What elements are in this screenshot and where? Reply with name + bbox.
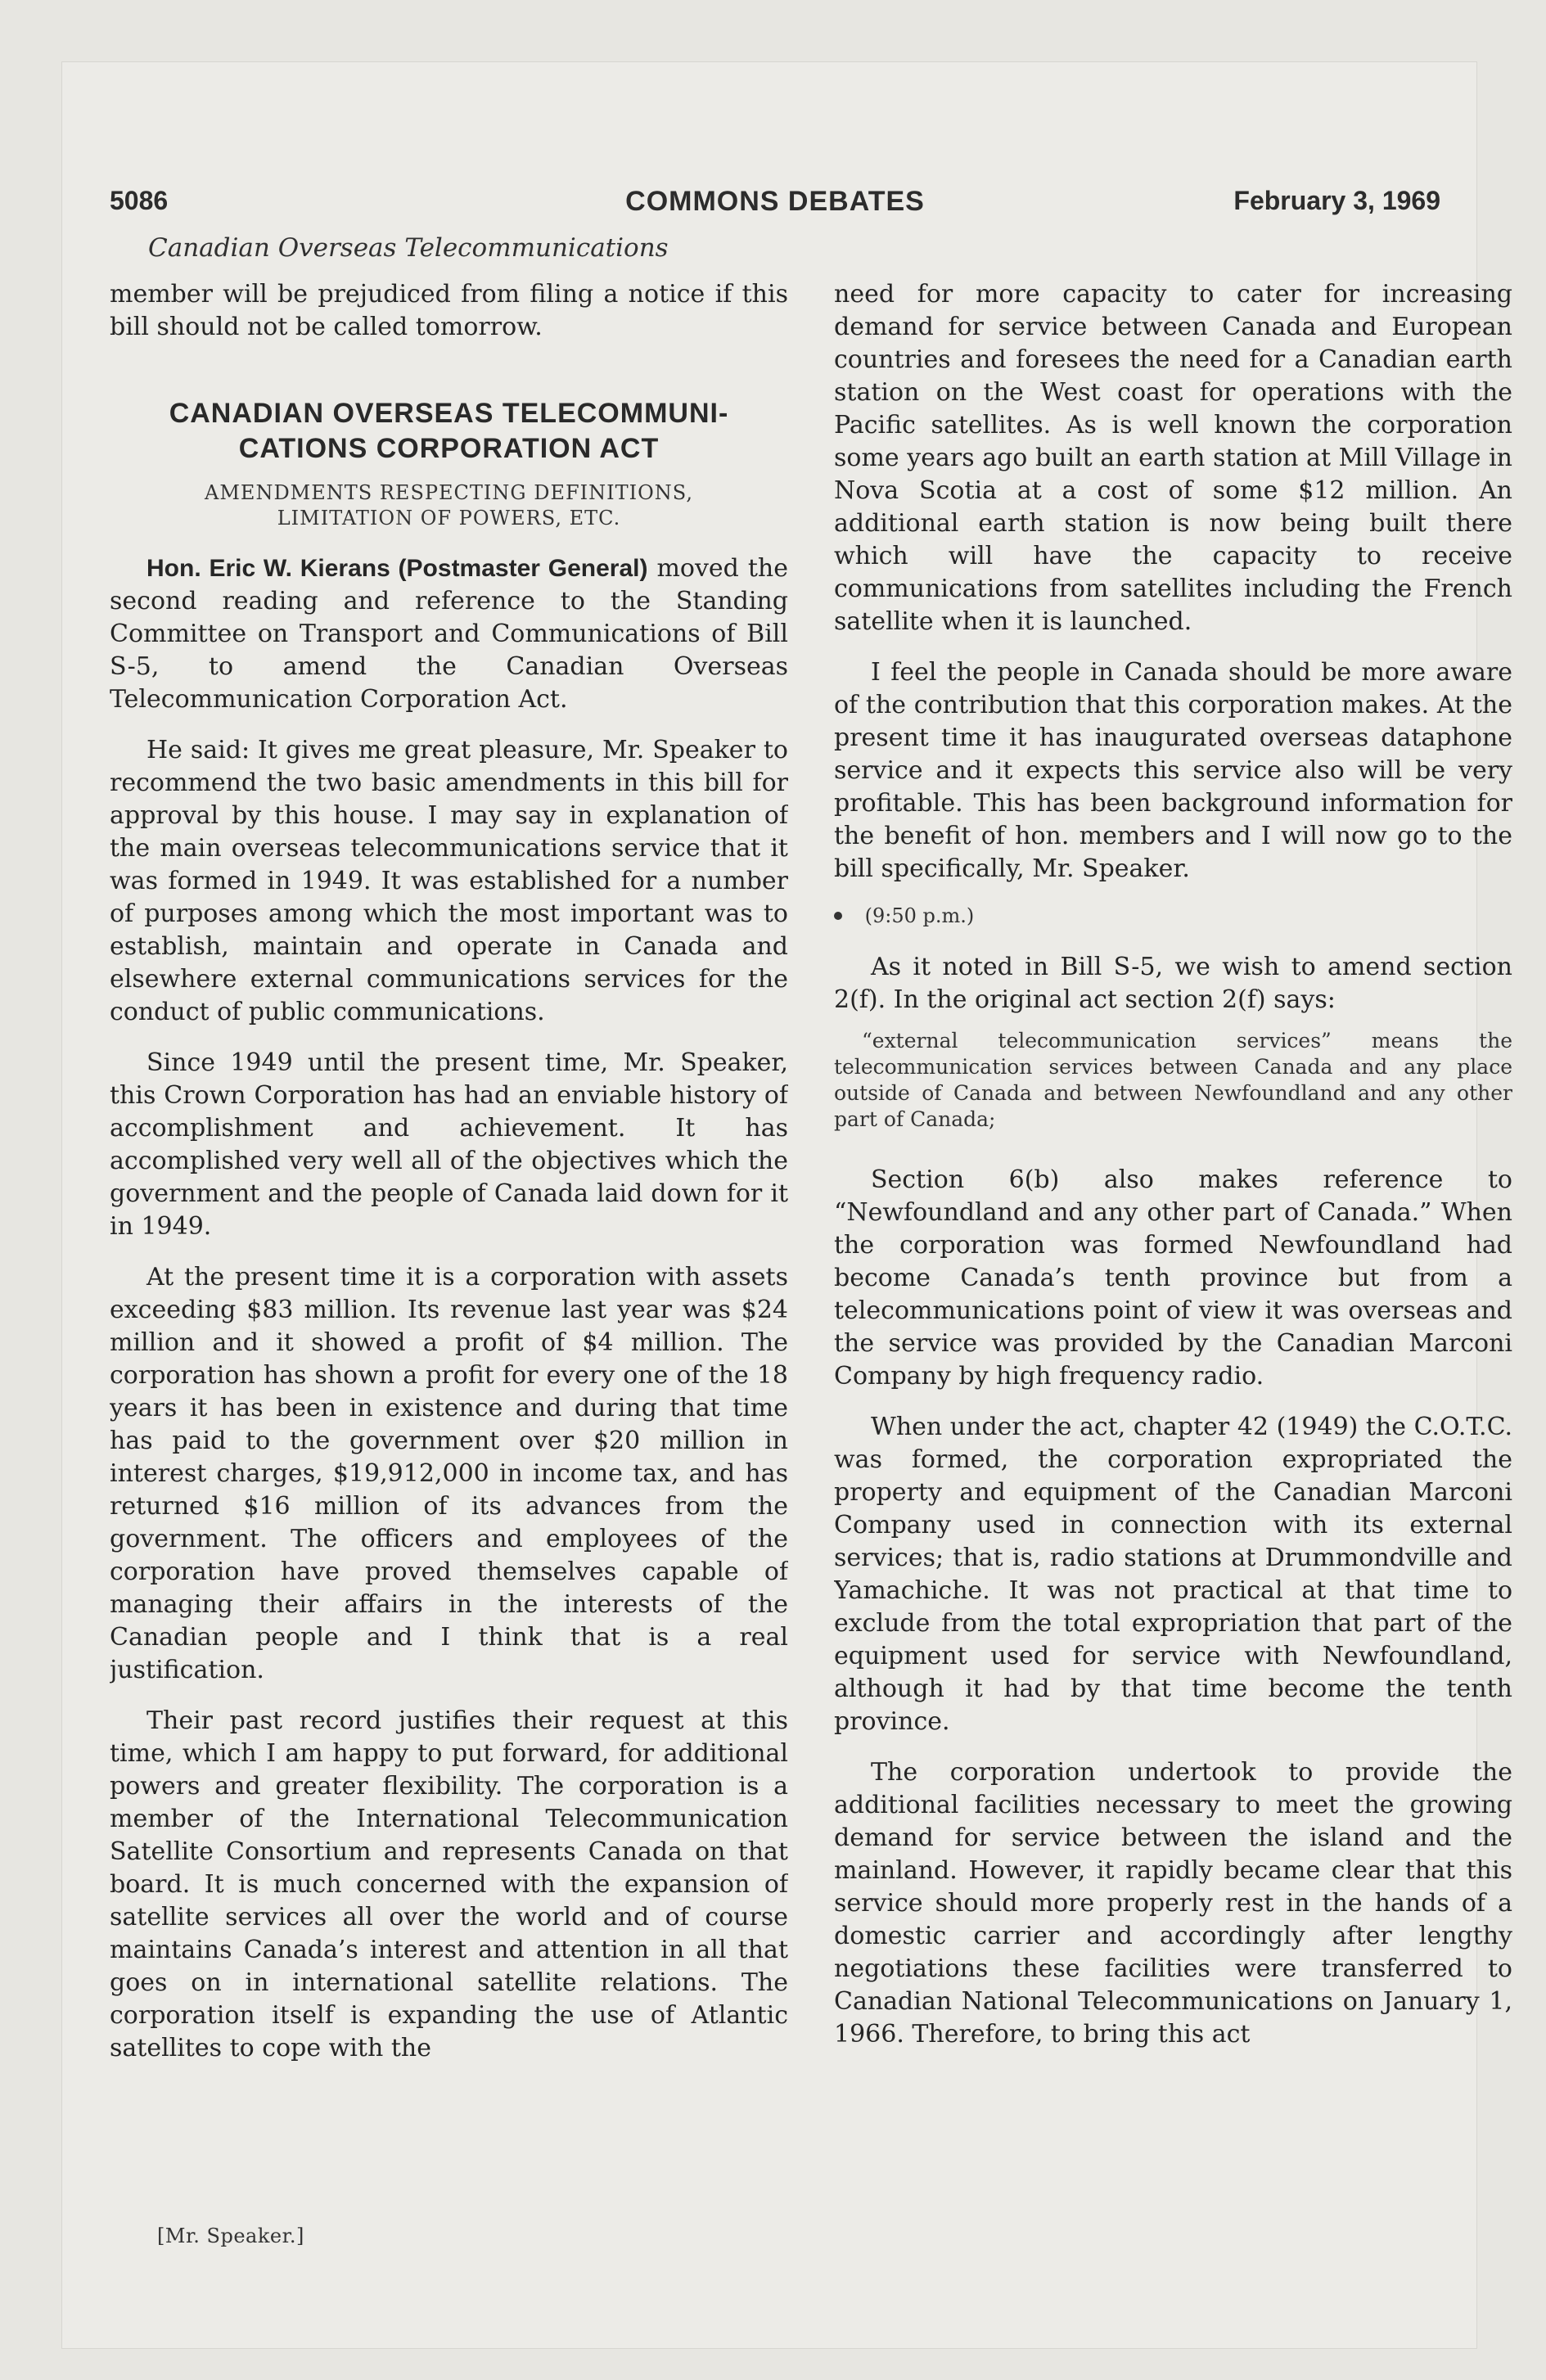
running-title: Canadian Overseas Telecommunications: [148, 233, 669, 263]
left-paragraph-2: Since 1949 until the present time, Mr. Speaker, this Crown Corporation has had an enviable history of accomplishment and achievement. It has accomplished very well all of the objectives which the government and the people of Canada laid down for it in 1949.: [110, 1048, 788, 1241]
amendment-paragraph: As it noted in Bill S-5, we wish to amend section 2(f). In the original act section 2(f) says:: [834, 953, 1512, 1014]
right-paragraph-5: The corporation undertook to provide the additional facilities necessary to meet the growing demand for service between the island and the mainland. However, it rapidly became clear that this service should more properly rest in the hands of a domestic carrier and accordingly after lengthy negotiations these facilities were transferred to Canadian National Telecommunications on January 1, 1966. Therefore, to bring this act: [834, 1758, 1512, 2049]
left-column: [110, 278, 788, 2222]
right-paragraph-1: need for more capacity to cater for increasing demand for service between Canada and European countries and foresees the need for a Canadian earth station on the West coast for operations with the Pacific satellites. As is well known the corporation some years ago built an earth station at Mill Village in Nova Scotia at a cost of some $12 million. An additional earth station is now being built there which will have the capacity to receive communications from satellites including the French satellite when it is launched.: [834, 280, 1512, 636]
speaker-name: Hon. Eric W. Kierans (Postmaster General): [146, 555, 648, 582]
footer-speaker-note: [Mr. Speaker.]: [157, 2224, 304, 2247]
speaker-paragraph: [110, 552, 788, 716]
quote-text: “external telecommunication services” means the telecommunication services between Canada and any place outside of Canada and between Newfoundland and any other part of Canada;: [834, 1029, 1512, 1131]
right-column: [834, 278, 1512, 2222]
bullet-icon: [834, 912, 842, 920]
page-header: [110, 186, 1440, 228]
intro-paragraph: member will be prejudiced from filing a notice if this bill should not be called tomorrow.: [110, 280, 788, 341]
issue-date: February 3, 1969: [1233, 186, 1440, 215]
time-stamp-text: (9:50 p.m.): [864, 904, 975, 927]
section-subheading: AMENDMENTS RESPECTING DEFINITIONS, LIMITATION OF POWERS, ETC.: [205, 481, 693, 530]
left-paragraph-3: At the present time it is a corporation with assets exceeding $83 million. Its revenue last year was $24 million and it showed a profit of $4 million. The corporation has shown a profit for every one of the 18 years it has been in existence and during that time has paid to the government over $20 million in interest charges, $19,912,000 in income tax, and has returned $16 million of its advances from the government. The officers and employees of the corporation have proved themselves capable of managing their affairs in the interests of the Canadian people and I think that is a real justification.: [110, 1263, 788, 1684]
right-paragraph-3: Section 6(b) also makes reference to “Newfoundland and any other part of Canada.” When the corporation was formed Newfoundland had become Canada’s tenth province but from a telecommunications point of view it was overseas and the service was provided by the Canadian Marconi Company by high frequency radio.: [834, 1165, 1512, 1391]
speaker-motion-text: moved the second reading and reference to the Standing Committee on Transport and Communications of Bill S-5, to amend the Canadian Overseas Telecommunication Corporation Act.: [110, 554, 788, 714]
publication-title: COMMONS DEBATES: [625, 186, 925, 217]
left-paragraph-4: Their past record justifies their request at this time, which I am happy to put forward, for additional powers and greater flexibility. The corporation is a member of the International Telecommunication Satellite Consortium and represents Canada on that board. It is much concerned with the expansion of satellite services all over the world and of course maintains Canada’s interest and attention in all that goes on in international satellite relations. The corporation itself is expanding the use of Atlantic satellites to cope with the: [110, 1706, 788, 2062]
right-paragraph-2: I feel the people in Canada should be more aware of the contribution that this corporation makes. At the present time it has inaugurated overseas dataphone service and it expects this service also will be very profitable. This has been background information for the benefit of hon. members and I will now go to the bill specifically, Mr. Speaker.: [834, 658, 1512, 883]
left-paragraph-1: He said: It gives me great pleasure, Mr. Speaker to recommend the two basic amendments in this bill for approval by this house. I may say in explanation of the main overseas telecommunications service that it was formed in 1949. It was established for a number of purposes among which the most important was to establish, maintain and operate in Canada and elsewhere external communications services for the conduct of public communications.: [110, 736, 788, 1026]
time-stamp: [834, 904, 1512, 928]
scanned-page: [61, 61, 1512, 2349]
quoted-definition: [834, 1028, 1512, 1133]
right-paragraph-4: When under the act, chapter 42 (1949) the C.O.T.C. was formed, the corporation expropriated the property and equipment of the Canadian Marconi Company used in connection with its external services; that is, radio stations at Drummondville and Yamachiche. It was not practical at that time to exclude from the total expropriation that part of the equipment used for service with Newfoundland, although it had by that time become the tenth province.: [834, 1413, 1512, 1736]
section-heading: CANADIAN OVERSEAS TELECOMMUNI- CATIONS CORPORATION ACT: [169, 398, 729, 464]
page-number: 5086: [110, 186, 169, 215]
